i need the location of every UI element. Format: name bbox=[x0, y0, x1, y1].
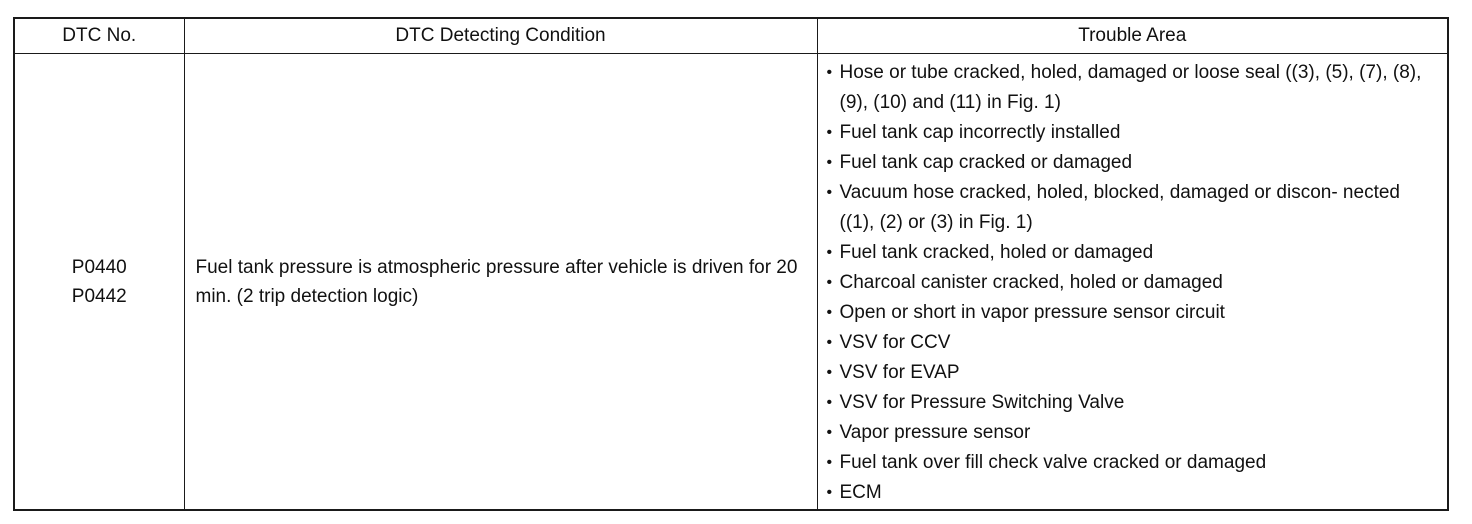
list-item: • Vacuum hose cracked, holed, blocked, damaged or discon- nected ((1), (2) or (3) in Fig. 1) bbox=[826, 178, 1438, 238]
list-item: • VSV for EVAP bbox=[826, 358, 1438, 388]
bullet-icon: • bbox=[826, 154, 833, 171]
list-item: • VSV for Pressure Switching Valve bbox=[826, 388, 1438, 418]
bullet-icon: • bbox=[826, 274, 833, 291]
list-item: • ECM bbox=[826, 478, 1438, 508]
header-detecting-condition: DTC Detecting Condition bbox=[184, 18, 817, 54]
bullet-icon: • bbox=[826, 304, 833, 321]
dtc-code-cell bbox=[14, 54, 184, 511]
bullet-icon: • bbox=[826, 64, 833, 81]
list-item: • Fuel tank cracked, holed or damaged bbox=[826, 238, 1438, 268]
bullet-icon: • bbox=[826, 364, 833, 381]
list-item: • Charcoal canister cracked, holed or damaged bbox=[826, 268, 1438, 298]
bullet-icon: • bbox=[826, 424, 833, 441]
dtc-code: P0442 bbox=[71, 285, 127, 307]
list-item: • Open or short in vapor pressure sensor circuit bbox=[826, 298, 1438, 328]
trouble-area-list bbox=[826, 58, 1438, 508]
list-item: • Vapor pressure sensor bbox=[826, 418, 1438, 448]
header-dtc-no: DTC No. bbox=[14, 18, 184, 54]
bullet-icon: • bbox=[826, 184, 833, 201]
list-item: • Fuel tank over fill check valve cracked or damaged bbox=[826, 448, 1438, 478]
bullet-icon: • bbox=[826, 454, 833, 471]
detecting-condition-cell bbox=[184, 54, 817, 511]
bullet-icon: • bbox=[826, 484, 833, 501]
list-item: • Hose or tube cracked, holed, damaged or loose seal ((3), (5), (7), (8), (9), (10) and (11) in Fig. 1) bbox=[826, 58, 1438, 118]
bullet-icon: • bbox=[826, 394, 833, 411]
list-item: • Fuel tank cap cracked or damaged bbox=[826, 148, 1438, 178]
trouble-area-cell bbox=[817, 54, 1448, 511]
bullet-icon: • bbox=[826, 244, 833, 261]
bullet-icon: • bbox=[826, 334, 833, 351]
bullet-icon: • bbox=[826, 124, 833, 141]
list-item: • VSV for CCV bbox=[826, 328, 1438, 358]
list-item: • Fuel tank cap incorrectly installed bbox=[826, 118, 1438, 148]
table-row bbox=[14, 54, 1448, 511]
dtc-code: P0440 bbox=[71, 256, 127, 278]
detecting-condition-text: Fuel tank pressure is atmospheric pressure after vehicle is driven for 20 min. (2 trip detection logic) bbox=[195, 256, 798, 307]
header-trouble-area: Trouble Area bbox=[817, 18, 1448, 54]
dtc-table bbox=[13, 17, 1449, 511]
header-row bbox=[14, 18, 1448, 54]
